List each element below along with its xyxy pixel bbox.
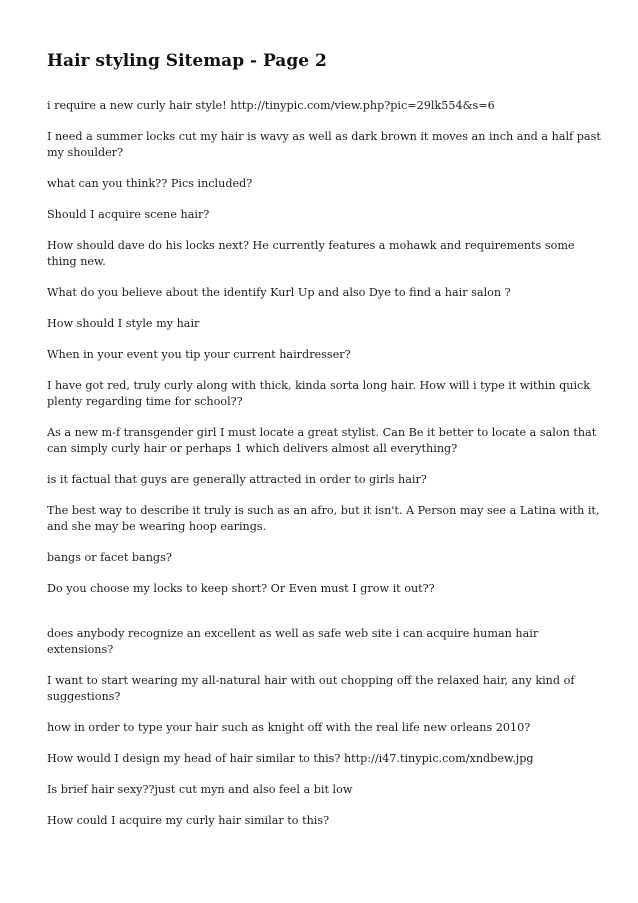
list-item: How should dave do his locks next? He currently features a mohawk and requirements some thing new.: [47, 239, 575, 268]
list-item: How should I style my hair: [47, 317, 200, 330]
list-item: How could I acquire my curly hair similar to this?: [47, 814, 330, 827]
list-item: is it factual that guys are generally attracted in order to girls hair?: [47, 473, 427, 486]
list-item: how in order to type your hair such as knight off with the real life new orleans 2010?: [47, 721, 531, 734]
document-page: [47, 50, 607, 844]
list-item: what can you think?? Pics included?: [47, 177, 253, 190]
list-item: I want to start wearing my all-natural hair with out chopping off the relaxed hair, any kind of suggestions?: [47, 674, 575, 703]
list-item: does anybody recognize an excellent as well as safe web site i can acquire human hair extensions?: [47, 627, 539, 656]
list-item: When in your event you tip your current hairdresser?: [47, 348, 351, 361]
list-item: I have got red, truly curly along with thick, kinda sorta long hair. How will i type it within quick plenty regarding time for school??: [47, 379, 591, 408]
list-item: Do you choose my locks to keep short? Or Even must I grow it out??: [47, 582, 435, 595]
page-title: Hair styling Sitemap - Page 2: [47, 51, 327, 71]
list-item: i require a new curly hair style! http://tinypic.com/view.php?pic=29lk554&s=6: [47, 99, 495, 112]
list-item: bangs or facet bangs?: [47, 551, 172, 564]
list-item: As a new m-f transgender girl I must locate a great stylist. Can Be it better to locate a salon that can simply curly hair or perhaps 1 which delivers almost all everything?: [47, 426, 597, 455]
list-item: I need a summer locks cut my hair is wavy as well as dark brown it moves an inch and a half past my shoulder?: [47, 130, 601, 159]
list-item: How would I design my head of hair similar to this? http://i47.tinypic.com/xndbew.jpg: [47, 752, 534, 765]
list-item: What do you believe about the identify Kurl Up and also Dye to find a hair salon ?: [47, 286, 511, 299]
list-item: Is brief hair sexy??just cut myn and also feel a bit low: [47, 783, 353, 796]
list-item: The best way to describe it truly is such as an afro, but it isn't. A Person may see a Latina with it, and she may be wearing hoop earings.: [47, 504, 600, 533]
list-item: Should I acquire scene hair?: [47, 208, 210, 221]
